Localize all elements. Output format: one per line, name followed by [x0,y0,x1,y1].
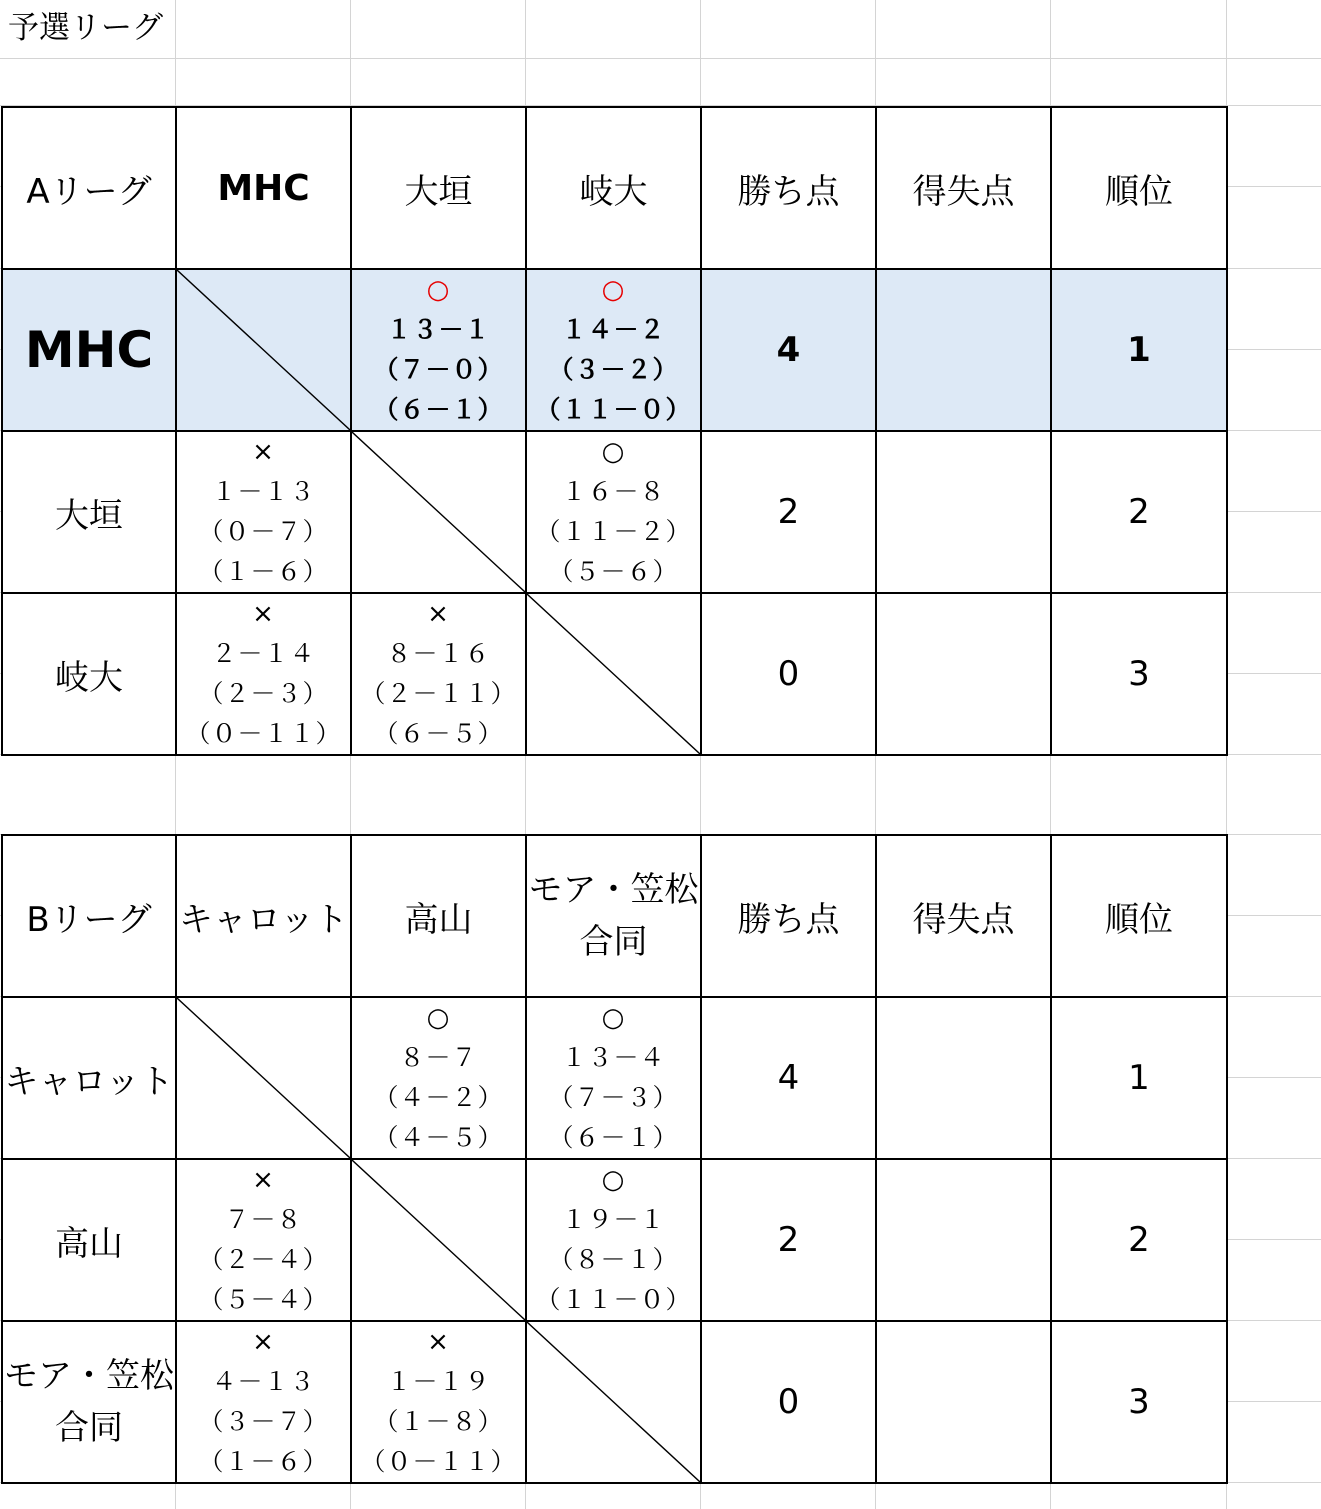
half1-score: （４－２） [373,1083,504,1112]
match-result-cell[interactable] [526,1159,701,1321]
half1-score: （０－７） [198,517,329,546]
win-mark-icon: ○ [601,275,626,305]
goal-diff-cell[interactable] [876,431,1051,593]
half2-score: （１１－０） [535,1285,692,1314]
half1-score: （３－２） [548,355,679,384]
half2-score: （５－４） [198,1285,329,1314]
loss-mark-icon: × [427,1327,450,1357]
half1-score: （７－３） [548,1083,679,1112]
loss-mark-icon: × [252,437,275,467]
rank-cell[interactable]: 2 [1051,1159,1227,1321]
match-result-cell[interactable] [351,593,526,755]
diagonal-line [527,1322,700,1482]
half2-score: （０－１１） [360,1447,517,1476]
match-result-cell[interactable] [526,269,701,431]
rank-header[interactable]: 順位 [1051,835,1227,997]
diagonal-line [352,1160,525,1320]
rank-cell[interactable]: 3 [1051,1321,1227,1483]
half1-score: （２－３） [198,679,329,708]
goal-diff-cell[interactable] [876,593,1051,755]
loss-mark-icon: × [252,1327,275,1357]
rank-cell[interactable]: 2 [1051,431,1227,593]
points-cell[interactable]: 4 [701,269,876,431]
league-label[interactable]: Aリーグ [2,107,176,269]
table-row [2,431,1227,593]
rank-cell[interactable]: 1 [1051,997,1227,1159]
team-header-carrot[interactable]: キャロット [176,835,351,997]
points-header[interactable]: 勝ち点 [701,835,876,997]
half1-score: （１－８） [373,1407,504,1436]
team-header-line1: モア・笠松 [528,870,699,910]
sheet-title[interactable]: 予選リーグ [8,10,163,46]
row-team-name[interactable]: 高山 [2,1159,176,1321]
diagonal-line [527,594,700,754]
table-row [2,1159,1227,1321]
win-mark-icon: ○ [601,1165,626,1195]
league-a-table [1,106,1228,756]
self-match-cell[interactable] [351,431,526,593]
self-match-cell[interactable] [526,593,701,755]
points-cell[interactable]: 4 [701,997,876,1159]
score: １３－１ [386,315,491,344]
team-header-mhc[interactable]: MHC [176,107,351,269]
diagonal-line [352,432,525,592]
team-header-ogaki[interactable]: 大垣 [351,107,526,269]
score: ７－８ [224,1205,303,1234]
score: １３－４ [561,1043,666,1072]
self-match-cell[interactable] [351,1159,526,1321]
half2-score: （１－６） [198,557,329,586]
goal-diff-header[interactable]: 得失点 [876,835,1051,997]
table-row [2,593,1227,755]
row-team-name[interactable]: キャロット [2,997,176,1159]
self-match-cell[interactable] [526,1321,701,1483]
score: ８－１６ [386,639,491,668]
self-match-cell[interactable] [176,997,351,1159]
half2-score: （１－６） [198,1447,329,1476]
goal-diff-header[interactable]: 得失点 [876,107,1051,269]
score: ２－１４ [211,639,316,668]
half2-score: （６－１） [548,1123,679,1152]
win-mark-icon: ○ [426,275,451,305]
goal-diff-cell[interactable] [876,1321,1051,1483]
match-result-cell[interactable] [351,1321,526,1483]
match-result-cell[interactable] [176,431,351,593]
half1-score: （２－４） [198,1245,329,1274]
team-header-takayama[interactable]: 高山 [351,835,526,997]
half2-score: （４－５） [373,1123,504,1152]
win-mark-icon: ○ [601,1003,626,1033]
half2-score: （６－５） [373,719,504,748]
league-a-header-row [2,107,1227,269]
match-result-cell[interactable] [526,431,701,593]
goal-diff-cell[interactable] [876,1159,1051,1321]
table-row [2,269,1227,431]
grid-line [0,58,1321,59]
row-team-name-line1: モア・笠松 [4,1356,174,1396]
score: １－１３ [211,477,316,506]
win-mark-icon: ○ [601,437,626,467]
row-team-name[interactable] [2,1321,176,1483]
score: １９－１ [561,1205,666,1234]
loss-mark-icon: × [427,599,450,629]
rank-cell[interactable]: 3 [1051,593,1227,755]
points-cell[interactable]: 0 [701,593,876,755]
half1-score: （７－０） [373,355,504,384]
rank-cell[interactable]: 1 [1051,269,1227,431]
match-result-cell[interactable] [176,1321,351,1483]
half2-score: （５－６） [548,557,679,586]
team-header-gidai[interactable]: 岐大 [526,107,701,269]
match-result-cell[interactable] [526,997,701,1159]
match-result-cell[interactable] [351,997,526,1159]
half1-score: （１１－２） [535,517,692,546]
match-result-cell[interactable] [176,593,351,755]
points-cell[interactable]: 2 [701,1159,876,1321]
half2-score: （６－１） [373,395,504,424]
score: １４－２ [561,315,666,344]
diagonal-line [177,998,350,1158]
diagonal-line [177,270,350,430]
loss-mark-icon: × [252,599,275,629]
league-b-header-row [2,835,1227,997]
loss-mark-icon: × [252,1165,275,1195]
points-header[interactable]: 勝ち点 [701,107,876,269]
league-b-table [1,834,1228,1484]
goal-diff-cell[interactable] [876,997,1051,1159]
match-result-cell[interactable] [176,1159,351,1321]
rank-header[interactable]: 順位 [1051,107,1227,269]
win-mark-icon: ○ [426,1003,451,1033]
goal-diff-cell[interactable] [876,269,1051,431]
half1-score: （３－７） [198,1407,329,1436]
row-team-name-line2: 合同 [55,1408,123,1448]
table-row [2,997,1227,1159]
match-result-cell[interactable] [351,269,526,431]
row-team-name[interactable]: 大垣 [2,431,176,593]
points-cell[interactable]: 0 [701,1321,876,1483]
half2-score: （０－１１） [185,719,342,748]
points-cell[interactable]: 2 [701,431,876,593]
score: １－１９ [386,1367,491,1396]
row-team-name[interactable]: 岐大 [2,593,176,755]
league-label[interactable]: Bリーグ [2,835,176,997]
team-header-moa-kasamatsu[interactable] [526,835,701,997]
score: ４－１３ [211,1367,316,1396]
row-team-name[interactable]: MHC [2,269,176,431]
table-row [2,1321,1227,1483]
self-match-cell[interactable] [176,269,351,431]
half1-score: （２－１１） [360,679,517,708]
team-header-line2: 合同 [579,922,648,962]
score: ８－７ [399,1043,478,1072]
half1-score: （８－１） [548,1245,679,1274]
half2-score: （１１－０） [535,395,692,424]
score: １６－８ [561,477,666,506]
